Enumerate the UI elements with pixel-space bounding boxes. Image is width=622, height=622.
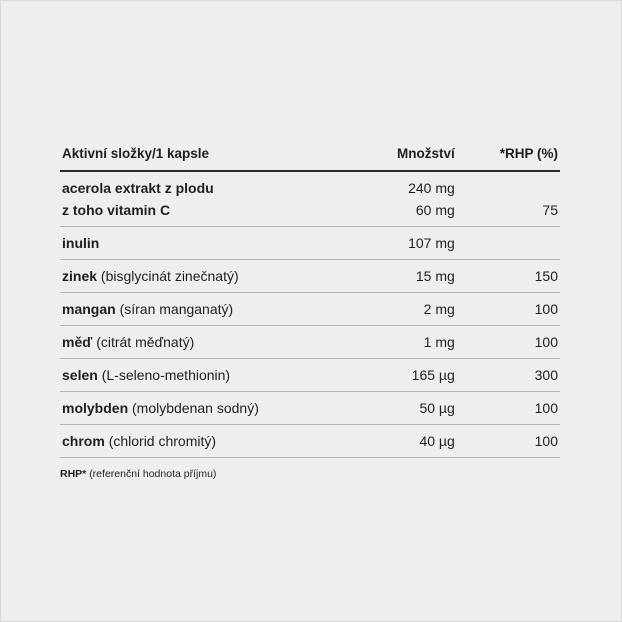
amount-value: 107 mg (408, 235, 455, 251)
ingredient-name: inulin (62, 235, 100, 251)
rhp-cell (457, 293, 560, 326)
amount-value: 2 mg (423, 301, 455, 317)
ingredient-line (62, 232, 365, 254)
table-row (60, 293, 560, 326)
rhp-value: 100 (534, 400, 558, 416)
header-component: Aktivní složky/1 kapsle (60, 138, 367, 171)
ingredient-compound: (L-seleno-methionin) (101, 367, 231, 383)
ingredient-name: molybden (62, 400, 129, 416)
ingredients-table (60, 138, 560, 458)
table-row (60, 359, 560, 392)
ingredient-line (62, 298, 365, 320)
footnote-text: (referenční hodnota příjmu) (89, 468, 217, 480)
ingredient-name: mangan (62, 301, 116, 317)
ingredient-cell (60, 171, 367, 227)
header-amount: Množství (367, 138, 457, 171)
ingredient-line (62, 177, 365, 199)
ingredient-line (62, 364, 365, 386)
amount-value: 40 µg (419, 433, 455, 449)
table-row (60, 392, 560, 425)
ingredient-line (62, 199, 365, 221)
table-row (60, 227, 560, 260)
amount-value: 240 mg (408, 180, 455, 196)
ingredient-compound: (síran manganatý) (119, 301, 234, 317)
rhp-value: 100 (534, 433, 558, 449)
amount-cell (367, 293, 457, 326)
ingredient-name: z toho vitamin C (62, 202, 171, 218)
rhp-cell (457, 425, 560, 458)
amount-cell (367, 425, 457, 458)
rhp-value: 300 (534, 367, 558, 383)
rhp-value (459, 177, 558, 199)
rhp-cell (457, 227, 560, 260)
amount-cell (367, 392, 457, 425)
amount-cell (367, 171, 457, 227)
rhp-value (459, 232, 558, 254)
rhp-value: 100 (534, 301, 558, 317)
rhp-cell (457, 326, 560, 359)
ingredient-compound: (citrát měďnatý) (96, 334, 195, 350)
ingredient-cell (60, 425, 367, 458)
amount-cell (367, 227, 457, 260)
ingredient-cell (60, 326, 367, 359)
amount-value: 50 µg (419, 400, 455, 416)
table-header-row (60, 138, 560, 171)
rhp-value: 100 (534, 334, 558, 350)
rhp-cell (457, 260, 560, 293)
rhp-cell (457, 392, 560, 425)
table-row (60, 260, 560, 293)
ingredient-compound: (molybdenan sodný) (132, 400, 259, 416)
ingredient-name: zinek (62, 268, 98, 284)
nutrition-panel (60, 138, 560, 480)
amount-cell (367, 260, 457, 293)
ingredient-name: měď (62, 334, 93, 350)
amount-value: 60 mg (415, 202, 455, 218)
amount-cell (367, 359, 457, 392)
table-body (60, 171, 560, 458)
rhp-value: 75 (542, 202, 558, 218)
ingredient-line (62, 430, 365, 452)
table-row (60, 425, 560, 458)
ingredient-cell (60, 260, 367, 293)
rhp-cell (457, 171, 560, 227)
ingredient-name: chrom (62, 433, 105, 449)
ingredient-line (62, 397, 365, 419)
ingredient-line (62, 331, 365, 353)
footnote (60, 468, 560, 480)
table-row (60, 171, 560, 227)
amount-cell (367, 326, 457, 359)
header-rhp: *RHP (%) (457, 138, 560, 171)
ingredient-cell (60, 359, 367, 392)
ingredient-name: acerola extrakt z plodu (62, 180, 214, 196)
ingredient-line (62, 265, 365, 287)
table-row (60, 326, 560, 359)
ingredient-compound: (chlorid chromitý) (108, 433, 217, 449)
amount-value: 1 mg (423, 334, 455, 350)
ingredient-name: selen (62, 367, 98, 383)
ingredient-cell (60, 293, 367, 326)
footnote-label: RHP* (60, 468, 87, 480)
amount-value: 165 µg (411, 367, 455, 383)
amount-value: 15 mg (415, 268, 455, 284)
rhp-value: 150 (534, 268, 558, 284)
ingredient-cell (60, 392, 367, 425)
ingredient-cell (60, 227, 367, 260)
ingredient-compound: (bisglycinát zinečnatý) (100, 268, 239, 284)
rhp-cell (457, 359, 560, 392)
